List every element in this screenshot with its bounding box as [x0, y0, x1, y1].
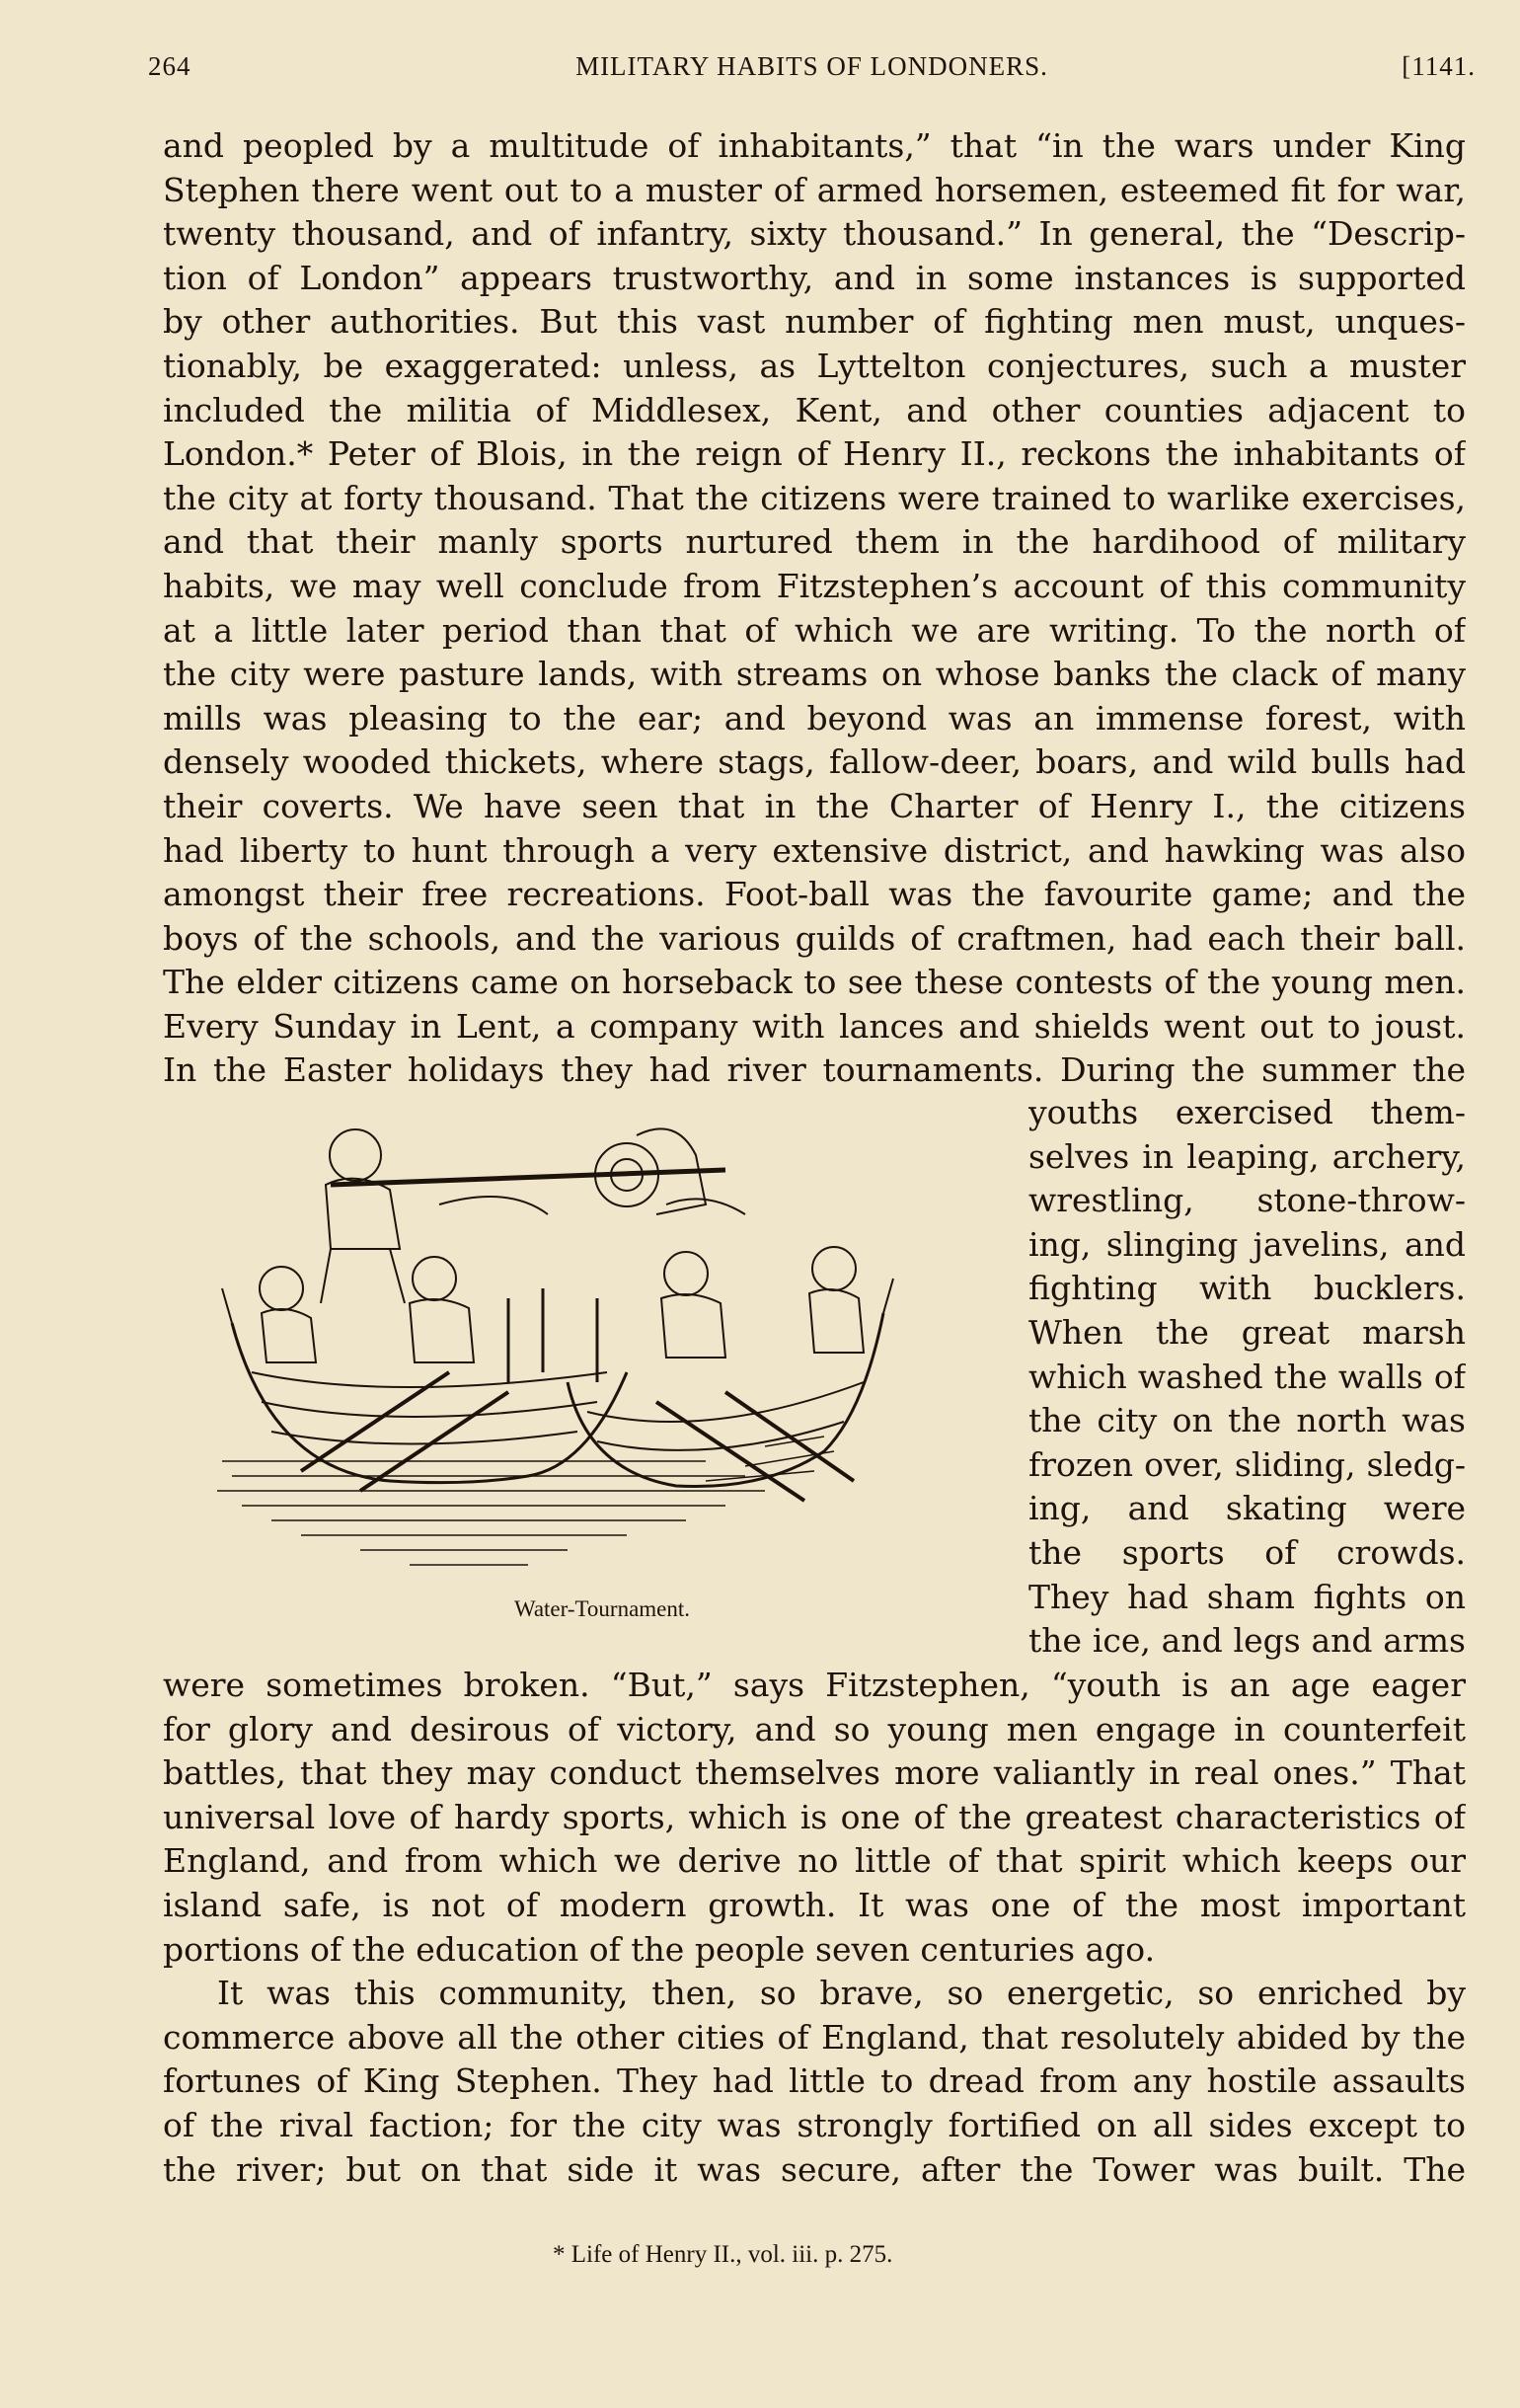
text-line: and peopled by a multitude of inhabitants,” that “in the wars under King [163, 126, 1466, 165]
text-line: the sports of crowds. [1028, 1532, 1466, 1572]
text-line: and that their manly sports nurtured them in the hardihood of military [163, 522, 1466, 562]
text-line: the ice, and legs and arms [1028, 1621, 1466, 1661]
left-boat-hull [232, 1323, 627, 1483]
text-line: ing, and skating were [1028, 1489, 1466, 1528]
running-header [148, 51, 1476, 91]
running-title: MILITARY HABITS OF LONDONERS. [575, 51, 1048, 81]
text-line: portions of the education of the people seven centuries ago. [163, 1929, 1156, 1969]
text-line: commerce above all the other cities of England, that resolutely abided by the [163, 2017, 1466, 2057]
text-line: When the great marsh [1028, 1312, 1466, 1352]
text-line: ing, slinging javelins, and [1028, 1224, 1466, 1264]
text-line: In the Easter holidays they had river tournaments. During the summer the [163, 1050, 1466, 1090]
text-line: of the rival faction; for the city was strongly fortified on all sides except to [163, 2105, 1466, 2144]
text-line: island safe, is not of modern growth. It was one of the most important [163, 1885, 1466, 1924]
text-line: England, and from which we derive no little of that spirit which keeps our [163, 1841, 1466, 1881]
text-line: which washed the walls of [1028, 1357, 1466, 1396]
body-text-bottom [163, 1664, 1466, 2192]
text-line: tionably, be exaggerated: unless, as Lyttelton conjectures, such a muster [163, 346, 1466, 385]
page-number: 264 [148, 51, 191, 81]
body-text-wrap [1028, 1091, 1466, 1664]
text-line: the city were pasture lands, with streams on whose banks the clack of many [163, 655, 1466, 694]
left-jouster [321, 1129, 405, 1303]
year-marker: [1141. [1402, 51, 1476, 81]
water-tournament-illustration [212, 1076, 977, 1590]
text-line: fortunes of King Stephen. They had little to dread from any hostile assaults [163, 2061, 1466, 2101]
text-line: The elder citizens came on horseback to see these contests of the young men. [163, 963, 1466, 1002]
rower-mid-right [661, 1252, 725, 1358]
text-line: the city on the north was [1028, 1401, 1466, 1440]
text-line: boys of the schools, and the various guilds of craftmen, had each their ball. [163, 918, 1466, 958]
text-line: London.* Peter of Blois, in the reign of Henry II., reckons the inhabitants of [163, 434, 1466, 474]
text-line: They had sham fights on [1028, 1577, 1466, 1616]
text-line: were sometimes broken. “But,” says Fitzstephen, “youth is an age eager [163, 1666, 1466, 1704]
body-text-top [163, 124, 1466, 1093]
text-line: wrestling, stone-throw- [1028, 1181, 1466, 1220]
text-line: at a little later period than that of which we are writing. To the north of [163, 610, 1466, 650]
lance [331, 1170, 725, 1185]
text-line: the river; but on that side it was secure, after the Tower was built. The [163, 2149, 1466, 2189]
text-line: twenty thousand, and of infantry, sixty thousand.” In general, the “Descrip- [163, 214, 1466, 254]
text-line: by other authorities. But this vast number of fighting men must, unques- [163, 302, 1466, 342]
text-line: youths exercised them- [1028, 1093, 1466, 1131]
figure-caption: Water-Tournament. [513, 1596, 691, 1621]
text-line: for glory and desirous of victory, and so young men engage in counterfeit [163, 1709, 1466, 1748]
text-line: It was this community, then, so brave, so energetic, so enriched by [217, 1974, 1466, 2013]
text-line: the city at forty thousand. That the citizens were trained to warlike exercises, [163, 478, 1466, 517]
text-line: habits, we may well conclude from Fitzstephen’s account of this community [163, 566, 1466, 605]
text-line: densely wooded thickets, where stags, fallow-deer, boars, and wild bulls had [163, 742, 1466, 782]
text-line: selves in leaping, archery, [1028, 1136, 1466, 1176]
text-line: included the militia of Middlesex, Kent, and other counties adjacent to [163, 390, 1466, 429]
text-line: amongst their free recreations. Foot-ball was the favourite game; and the [163, 875, 1466, 914]
text-line: mills was pleasing to the ear; and beyond was an immense forest, with [163, 698, 1466, 738]
rower-mid-left [410, 1257, 474, 1362]
rower-left [260, 1267, 316, 1362]
text-line: Every Sunday in Lent, a company with lances and shields went out to joust. [163, 1006, 1466, 1046]
text-line: battles, that they may conduct themselves more valiantly in real ones.” That [163, 1753, 1466, 1793]
text-line: their coverts. We have seen that in the Charter of Henry I., the citizens [163, 786, 1466, 825]
text-line: frozen over, sliding, sledg- [1028, 1444, 1466, 1484]
water-lines [217, 1437, 834, 1565]
text-line: universal love of hardy sports, which is one of the greatest characteristics of [163, 1797, 1466, 1836]
text-line: had liberty to hunt through a very extensive district, and hawking was also [163, 830, 1466, 870]
text-line: Stephen there went out to a muster of armed horsemen, esteemed fit for war, [163, 170, 1466, 209]
text-line: tion of London” appears trustworthy, and in some instances is supported [163, 258, 1466, 297]
rower-right [809, 1247, 864, 1353]
footnote: * Life of Henry II., vol. iii. p. 275. [553, 2241, 893, 2268]
text-line: fighting with bucklers. [1028, 1269, 1466, 1308]
